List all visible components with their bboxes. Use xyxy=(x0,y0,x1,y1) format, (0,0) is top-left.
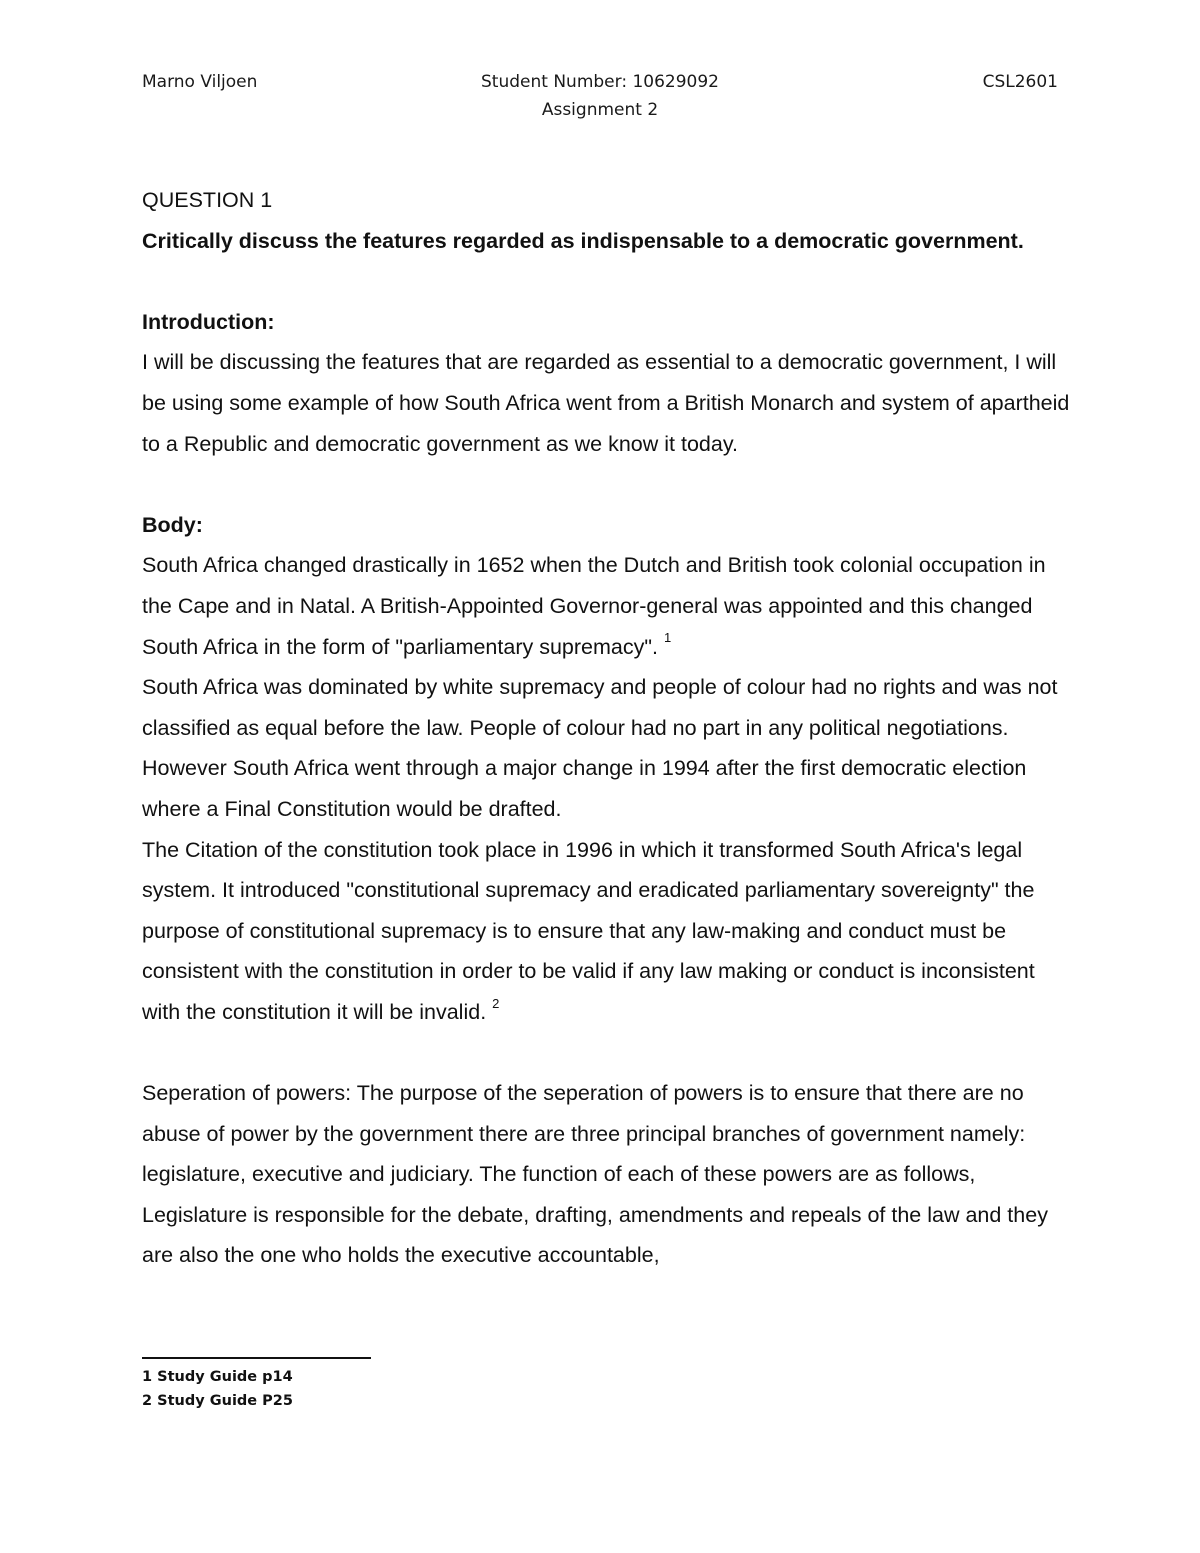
assignment-label: Assignment 2 xyxy=(541,100,659,120)
header-row xyxy=(142,72,1058,98)
body-paragraph-1 xyxy=(142,545,1072,667)
question-title: QUESTION 1 xyxy=(142,188,273,212)
document-body xyxy=(142,180,1072,1276)
body-paragraph-3: Seperation of powers: The purpose of the seperation of powers is to ensure that there are no abuse of power by the government there are three principal branches of government namely: legislature, executive and judiciary. The function of each of these powers are as follows, Legislature is responsible for the debate, drafting, amendments and repeals of the law and they are also the one who holds the executive accountable, xyxy=(142,1081,1048,1268)
body-paragraph-2-text: The Citation of the constitution took place in 1996 in which it transformed South Africa's legal system. It introduced "constitutional supremacy and eradicated parliamentary sovereignty" the purpose of constitutional supremacy is to ensure that any law-making and conduct must be consistent with the constitution in order to be valid if any law making or conduct is inconsistent with the constitution it will be invalid. xyxy=(142,837,1035,1024)
spacer xyxy=(142,261,1072,302)
author-name: Marno Viljoen xyxy=(142,72,258,92)
page-header xyxy=(142,72,1058,120)
body-heading: Body: xyxy=(142,512,203,537)
introduction-heading: Introduction: xyxy=(142,309,275,334)
spacer xyxy=(142,464,1072,505)
footnotes xyxy=(142,1365,293,1413)
course-code: CSL2601 xyxy=(982,72,1058,92)
footnote-1: 1 Study Guide p14 xyxy=(142,1369,293,1385)
body-paragraph-1-text: South Africa changed drastically in 1652 when the Dutch and British took colonial occupation in the Cape and in Natal. A British-Appointed Governor-general was appointed and this changed South Africa in the form of "parliamentary supremacy". xyxy=(142,553,1046,659)
student-number: Student Number: 10629092 xyxy=(481,72,719,92)
question-prompt: Critically discuss the features regarded as indispensable to a democratic government. xyxy=(142,228,1024,253)
body-paragraph-1b: South Africa was dominated by white supremacy and people of colour had no rights and was not classified as equal before the law. People of colour had no part in any political negotiations. However South Africa went through a major change in 1994 after the first democratic election where a Final Constitution would be drafted. xyxy=(142,675,1058,821)
spacer xyxy=(142,1032,1072,1073)
footnote-ref-2: 2 xyxy=(492,995,500,1011)
footnote-divider xyxy=(142,1357,371,1359)
introduction-paragraph: I will be discussing the features that are regarded as essential to a democratic government, I will be using some example of how South Africa went from a British Monarch and system of apartheid to a Republic and democratic government as we know it today. xyxy=(142,350,1070,456)
body-paragraph-2 xyxy=(142,830,1072,1033)
footnote-ref-1: 1 xyxy=(663,630,672,646)
footnote-2: 2 Study Guide P25 xyxy=(142,1393,293,1409)
